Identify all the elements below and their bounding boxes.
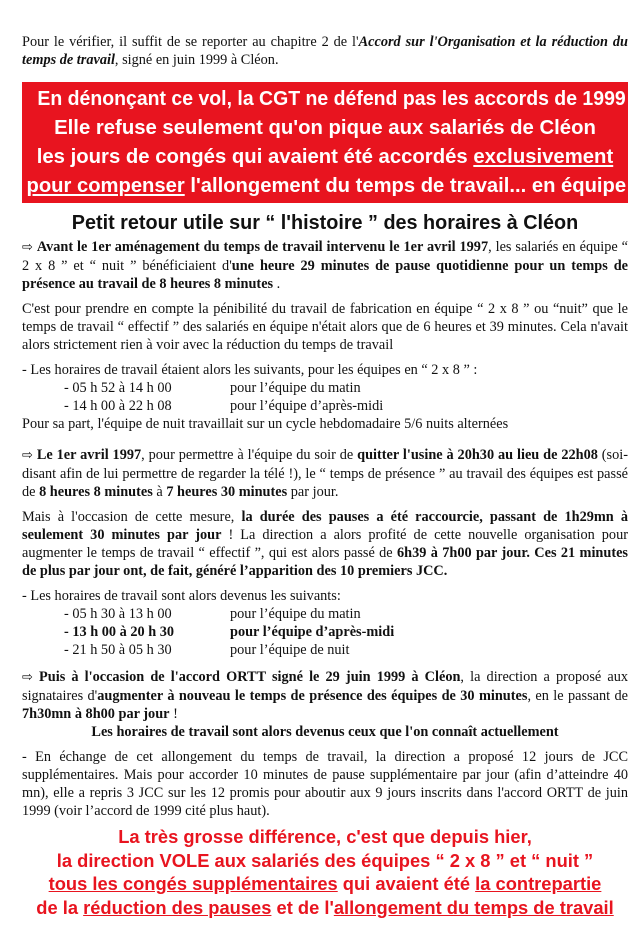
schedule-team: pour l’équipe du matin [230,606,361,622]
section-2-paragraph-1 [22,446,628,501]
s1-text-1: , les salariés en équipe “ 2 x 8 ” et “ nuit ” bénéficiaient d' [22,239,628,274]
section-1997-change [22,446,628,659]
s2-p2-text-c: ! La direction a alors profité de cette nouvelle organisation pour augmenter le temps de travail “ effectif ”, qui est alors passé de [22,527,628,561]
schedule-row [22,641,628,659]
section-1997-before [22,238,628,433]
section-2-paragraph-2 [22,508,628,580]
banner-line-1: En dénonçant ce vol, la CGT ne défend pas les accords de 1999 ! [37,87,638,110]
s1-text-2: . [273,276,281,292]
s2-p2-text-a: Mais à l'occasion de cette mesure, [22,509,242,525]
closing-statement [22,825,628,919]
schedule-time: - 21 h 50 à 05 h 30 [64,642,172,658]
s2-text-3: à [152,484,167,500]
closing-line-1: La très grosse différence, c'est que depuis hier, [118,826,532,847]
intro-text: Pour le vérifier, il suffit de se reporter au chapitre 2 de l' [22,34,359,50]
banner-line-2: Elle refuse seulement qu'on pique aux salariés de Cléon [54,116,596,139]
s2-text-1: , pour permettre à l'équipe du soir de [141,447,358,463]
schedule-row [22,397,628,415]
section-1-paragraph-2: C'est pour prendre en compte la pénibilité du travail de fabrication en équipe “ 2 x 8 ” ou “nuit” que le temps de travail “ effectif ” des salariés en équipe n'était alors que de 6 heures et 39 minutes. Cela n'avait alors strictement rien à voir avec la réduction du temps de travail [22,301,628,353]
closing-underlined-allongement: allongement du temps de travail [333,896,614,918]
s3-bold-2: augmenter à nouveau le temps de présence des équipes de 30 minutes [97,688,528,704]
s2-bold-4: 7 heures 30 minutes [166,484,288,500]
s2-text-2: (soi-disant afin de lui permettre de regarder la télé !), le “ temps de présence ” au travail des équipes est passé de [22,447,628,500]
s3-bold-3: 7h30mn à 8h00 par jour [22,706,170,722]
schedule-row [22,379,628,397]
banner-line-4-text: l'allongement du temps de travail... en équipe [184,174,627,197]
schedule-team: pour l’équipe du matin [230,380,361,396]
closing-line-4-text-b: et de l' [271,896,334,918]
s3-bold-1: Puis à l'occasion de l'accord ORTT signé le 29 juin 1999 à Cléon [39,669,461,685]
s3-text-1: , la direction a proposé aux signataires d' [22,669,628,704]
s2-bold-3: 8 heures 8 minutes [39,484,153,500]
schedule-time: - 05 h 52 à 14 h 00 [64,380,172,396]
s2-p2-bold-b: la durée des pauses a été raccourcie, passant de 1h29mn à seulement 30 minutes par jour [22,509,628,543]
section-3-centered-line: Les horaires de travail sont alors devenus ceux que l'on connaît actuellement [91,724,559,740]
schedule-time: - 14 h 00 à 22 h 08 [64,398,172,414]
s3-text-2: , en le passant de [527,688,629,704]
closing-line-4 [25,896,625,920]
banner-line-4 [26,171,627,200]
s2-bold-1: Le 1er avril 1997 [36,447,142,463]
s2-p2-bold-d: 6h39 à 7h00 par jour. Ces 21 minutes de plus par jour ont, de fait, généré l’apparition des 10 premiers JCC. [22,545,628,579]
section-1-paragraph-1 [22,238,628,293]
schedule-time: - 13 h 00 à 20 h 30 [64,624,175,640]
s3-text-3: ! [169,706,178,722]
schedule-time: - 05 h 30 à 13 h 00 [64,606,172,622]
section-1-paragraph-4: Pour sa part, l'équipe de nuit travaillait sur un cycle hebdomadaire 5/6 nuits alternées [22,416,509,432]
closing-underlined-pauses: réduction des pauses [83,896,272,918]
s1-bold-2: une heure 29 minutes de pause quotidienne pour un temps de présence au travail de 8 heures 8 minutes [22,258,628,292]
closing-line-3-text: qui avaient été [337,873,476,894]
arrow-icon: ⇨ [22,448,33,463]
closing-underlined-conges: tous les congés supplémentaires [48,873,338,894]
arrow-icon: ⇨ [22,670,33,685]
red-banner [22,82,638,203]
s2-text-4: par jour. [287,484,339,500]
closing-line-4-text-a: de la [36,896,84,918]
banner-line-3 [25,142,625,171]
section-heading: Petit retour utile sur “ l'histoire ” des horaires à Cléon [71,212,579,234]
closing-line-2: la direction VOLE aux salariés des équipes “ 2 x 8 ” et “ nuit ” [56,849,594,871]
schedule-team: pour l’équipe d’après-midi [230,624,395,640]
intro-accord-title: Accord sur l'Organisation et la réduction du temps de travail [22,34,628,68]
intro-text-end: , signé en juin 1999 à Cléon. [114,52,279,68]
banner-underlined-exclusivement: exclusivement [473,145,614,168]
section-2-paragraph-3: - Les horaires de travail sont alors devenus les suivants: [22,588,341,604]
s2-bold-2: quitter l'usine à 20h30 au lieu de 22h08 [357,447,598,463]
closing-underlined-contrepartie: la contrepartie [475,873,602,894]
arrow-icon: ⇨ [22,240,33,255]
intro-paragraph [22,33,628,69]
schedule-team: pour l’équipe d’après-midi [230,398,384,414]
section-3-paragraph-2: - En échange de cet allongement du temps de travail, la direction a proposé 12 jours de JCC supplémentaires. Mais pour accorder 10 minutes de pause supplémentaire par jour (afin d’atteindre 40 mn), elle a repris 3 JCC sur les 12 promis pour aboutir aux 9 jours inscrits dans l'accord ORTT de juin 1999 (voir l’accord de 1999 cité plus haut). [22,749,628,819]
banner-underlined-compenser: pour compenser [26,174,185,197]
schedule-row [22,605,628,623]
banner-line-3-text: les jours de congés qui avaient été accordés [36,145,474,168]
closing-line-3 [25,872,625,896]
s1-bold-1: Avant le 1er aménagement du temps de travail intervenu le 1er avril 1997 [36,239,489,255]
schedule-row [22,623,628,641]
section-1-paragraph-3: - Les horaires de travail étaient alors les suivants, pour les équipes en “ 2 x 8 ” : [22,362,478,378]
schedule-team: pour l’équipe de nuit [230,642,350,658]
section-1999-accord [22,668,628,820]
section-3-paragraph-1 [22,668,628,723]
